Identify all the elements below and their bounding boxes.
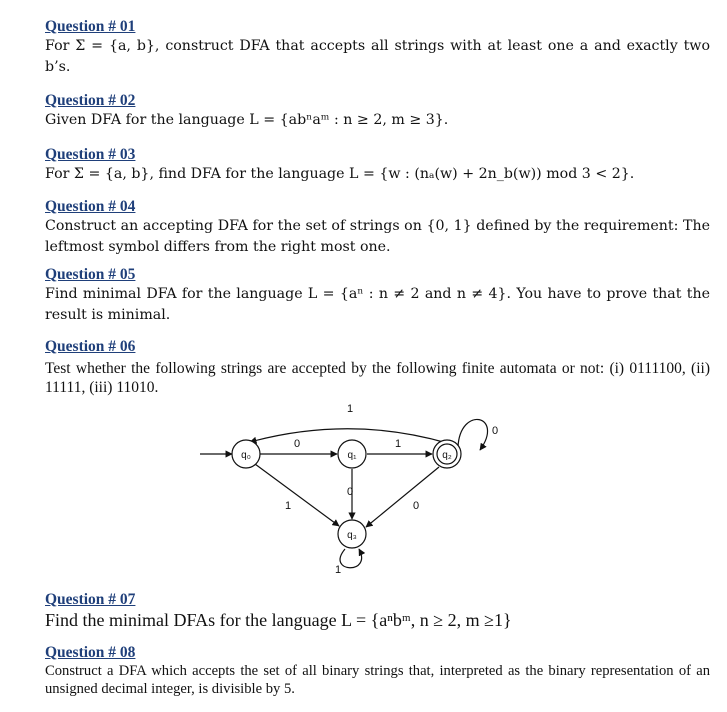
question-6 [45, 337, 710, 397]
edge-label-q2-loop: 0 [491, 425, 499, 437]
question-heading: Question # 01 [45, 18, 136, 35]
state-label-q1: q₁ [347, 450, 357, 461]
question-3 [45, 145, 710, 185]
edge-label-q1-q2: 1 [394, 438, 402, 450]
edge-label-q0-q1: 0 [293, 438, 301, 450]
state-label-q0: q₀ [241, 450, 251, 461]
question-text: Construct a DFA which accepts the set of all binary strings that, interpreted as the binary representation of an unsigned decimal integer, is divisible by 5. [45, 663, 710, 697]
edge-label-q2-q3: 0 [412, 500, 420, 512]
question-heading: Question # 05 [45, 266, 136, 283]
question-heading: Question # 04 [45, 198, 136, 215]
state-label-q3: q₃ [347, 530, 357, 541]
question-8 [45, 643, 710, 698]
edge-label-q3-loop: 1 [334, 564, 342, 576]
question-heading: Question # 06 [45, 338, 136, 355]
question-text: For Σ = {a, b}, construct DFA that accepts all strings with at least one a and exactly two b’s. [45, 38, 710, 75]
finite-automaton-diagram [195, 395, 510, 585]
question-1 [45, 17, 710, 78]
question-5 [45, 265, 710, 326]
question-heading: Question # 08 [45, 644, 136, 661]
question-heading: Question # 02 [45, 92, 136, 109]
edge-label-q2-q0: 1 [346, 403, 354, 415]
question-text: For Σ = {a, b}, find DFA for the language L = {w : (nₐ(w) + 2n_b(w)) mod 3 < 2}. [45, 166, 635, 182]
edge-label-q0-q3: 1 [284, 500, 292, 512]
question-text: Test whether the following strings are accepted by the following finite automata or not: (i) 0111100, (ii) 11111, (iii) 11010. [45, 360, 710, 396]
question-heading: Question # 03 [45, 146, 136, 163]
question-text: Find the minimal DFAs for the language L = {aⁿbᵐ, n ≥ 2, m ≥1} [45, 610, 512, 630]
question-text: Construct an accepting DFA for the set of strings on {0, 1} defined by the requirement: The leftmost symbol differs from the right most one. [45, 218, 710, 255]
edge-label-q1-q3: 0 [346, 486, 354, 498]
question-2 [45, 91, 710, 131]
question-4 [45, 197, 710, 258]
question-text: Find minimal DFA for the language L = {aⁿ : n ≠ 2 and n ≠ 4}. You have to prove that the result is minimal. [45, 286, 710, 323]
state-label-q2: q₂ [442, 450, 452, 461]
question-heading: Question # 07 [45, 591, 136, 608]
question-7 [45, 590, 710, 631]
question-text: Given DFA for the language L = {abⁿaᵐ : n ≥ 2, m ≥ 3}. [45, 112, 449, 128]
